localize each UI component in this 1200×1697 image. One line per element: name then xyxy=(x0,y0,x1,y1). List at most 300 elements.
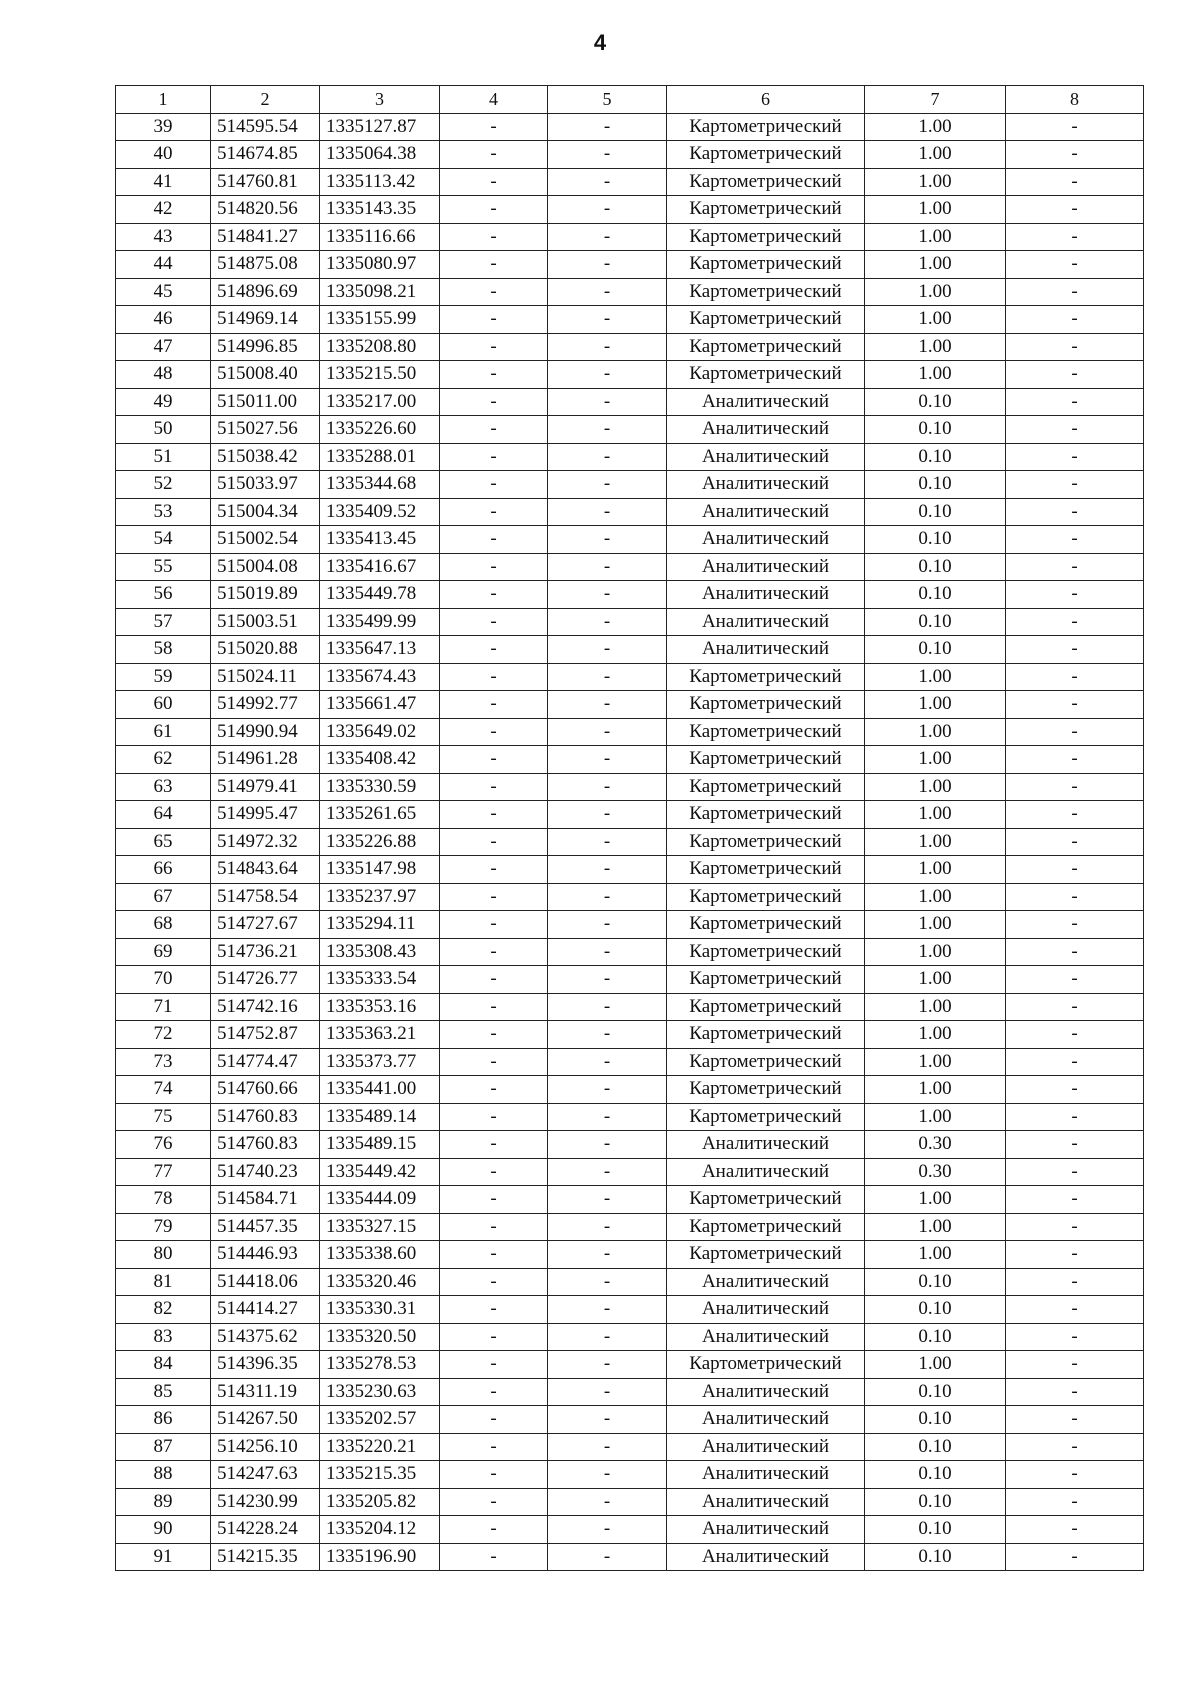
x-coordinate-cell: 514727.67 xyxy=(211,911,320,939)
method-cell: Картометрический xyxy=(667,141,865,169)
column-8-cell: - xyxy=(1006,333,1144,361)
table-row xyxy=(116,993,1144,1021)
table-row xyxy=(116,1296,1144,1324)
column-8-cell: - xyxy=(1006,1461,1144,1489)
x-coordinate-cell: 514972.32 xyxy=(211,828,320,856)
column-5-cell: - xyxy=(548,1406,667,1434)
column-header: 3 xyxy=(320,86,440,114)
x-coordinate-cell: 514742.16 xyxy=(211,993,320,1021)
method-cell: Аналитический xyxy=(667,1516,865,1544)
accuracy-cell: 1.00 xyxy=(865,1103,1006,1131)
table-row xyxy=(116,608,1144,636)
y-coordinate-cell: 1335409.52 xyxy=(320,498,440,526)
column-5-cell: - xyxy=(548,168,667,196)
column-5-cell: - xyxy=(548,1516,667,1544)
x-coordinate-cell: 514760.83 xyxy=(211,1103,320,1131)
point-number-cell: 47 xyxy=(116,333,211,361)
column-8-cell: - xyxy=(1006,1158,1144,1186)
column-4-cell: - xyxy=(440,1516,548,1544)
column-8-cell: - xyxy=(1006,883,1144,911)
accuracy-cell: 0.30 xyxy=(865,1131,1006,1159)
column-5-cell: - xyxy=(548,416,667,444)
column-8-cell: - xyxy=(1006,911,1144,939)
accuracy-cell: 0.10 xyxy=(865,1543,1006,1571)
column-8-cell: - xyxy=(1006,608,1144,636)
accuracy-cell: 1.00 xyxy=(865,773,1006,801)
method-cell: Картометрический xyxy=(667,1048,865,1076)
y-coordinate-cell: 1335649.02 xyxy=(320,718,440,746)
x-coordinate-cell: 514875.08 xyxy=(211,251,320,279)
column-8-cell: - xyxy=(1006,636,1144,664)
column-4-cell: - xyxy=(440,1488,548,1516)
method-cell: Картометрический xyxy=(667,1021,865,1049)
y-coordinate-cell: 1335320.50 xyxy=(320,1323,440,1351)
method-cell: Аналитический xyxy=(667,1543,865,1571)
column-5-cell: - xyxy=(548,1323,667,1351)
column-5-cell: - xyxy=(548,388,667,416)
y-coordinate-cell: 1335330.59 xyxy=(320,773,440,801)
x-coordinate-cell: 514736.21 xyxy=(211,938,320,966)
x-coordinate-cell: 514969.14 xyxy=(211,306,320,334)
accuracy-cell: 1.00 xyxy=(865,1213,1006,1241)
table-row xyxy=(116,691,1144,719)
accuracy-cell: 0.10 xyxy=(865,443,1006,471)
method-cell: Картометрический xyxy=(667,306,865,334)
accuracy-cell: 1.00 xyxy=(865,966,1006,994)
column-8-cell: - xyxy=(1006,1378,1144,1406)
table-row xyxy=(116,801,1144,829)
column-4-cell: - xyxy=(440,1241,548,1269)
point-number-cell: 91 xyxy=(116,1543,211,1571)
point-number-cell: 89 xyxy=(116,1488,211,1516)
column-8-cell: - xyxy=(1006,1516,1144,1544)
column-8-cell: - xyxy=(1006,306,1144,334)
column-8-cell: - xyxy=(1006,581,1144,609)
x-coordinate-cell: 515003.51 xyxy=(211,608,320,636)
point-number-cell: 69 xyxy=(116,938,211,966)
column-4-cell: - xyxy=(440,636,548,664)
y-coordinate-cell: 1335215.35 xyxy=(320,1461,440,1489)
y-coordinate-cell: 1335444.09 xyxy=(320,1186,440,1214)
point-number-cell: 58 xyxy=(116,636,211,664)
table-row xyxy=(116,1021,1144,1049)
column-8-cell: - xyxy=(1006,196,1144,224)
column-4-cell: - xyxy=(440,278,548,306)
column-4-cell: - xyxy=(440,663,548,691)
column-5-cell: - xyxy=(548,718,667,746)
y-coordinate-cell: 1335215.50 xyxy=(320,361,440,389)
column-5-cell: - xyxy=(548,1351,667,1379)
table-row xyxy=(116,443,1144,471)
table-row xyxy=(116,1543,1144,1571)
y-coordinate-cell: 1335499.99 xyxy=(320,608,440,636)
accuracy-cell: 0.10 xyxy=(865,416,1006,444)
table-row xyxy=(116,388,1144,416)
accuracy-cell: 1.00 xyxy=(865,938,1006,966)
y-coordinate-cell: 1335333.54 xyxy=(320,966,440,994)
column-8-cell: - xyxy=(1006,223,1144,251)
column-5-cell: - xyxy=(548,993,667,1021)
table-row xyxy=(116,718,1144,746)
y-coordinate-cell: 1335143.35 xyxy=(320,196,440,224)
column-8-cell: - xyxy=(1006,526,1144,554)
y-coordinate-cell: 1335116.66 xyxy=(320,223,440,251)
column-header: 7 xyxy=(865,86,1006,114)
y-coordinate-cell: 1335344.68 xyxy=(320,471,440,499)
point-number-cell: 88 xyxy=(116,1461,211,1489)
method-cell: Картометрический xyxy=(667,333,865,361)
y-coordinate-cell: 1335226.88 xyxy=(320,828,440,856)
method-cell: Картометрический xyxy=(667,718,865,746)
point-number-cell: 76 xyxy=(116,1131,211,1159)
column-4-cell: - xyxy=(440,471,548,499)
column-header: 5 xyxy=(548,86,667,114)
column-4-cell: - xyxy=(440,388,548,416)
column-8-cell: - xyxy=(1006,251,1144,279)
accuracy-cell: 1.00 xyxy=(865,1076,1006,1104)
x-coordinate-cell: 515002.54 xyxy=(211,526,320,554)
column-8-cell: - xyxy=(1006,801,1144,829)
table-row xyxy=(116,471,1144,499)
accuracy-cell: 1.00 xyxy=(865,251,1006,279)
column-4-cell: - xyxy=(440,1296,548,1324)
point-number-cell: 60 xyxy=(116,691,211,719)
column-8-cell: - xyxy=(1006,1323,1144,1351)
column-8-cell: - xyxy=(1006,1351,1144,1379)
point-number-cell: 82 xyxy=(116,1296,211,1324)
column-5-cell: - xyxy=(548,1131,667,1159)
column-8-cell: - xyxy=(1006,938,1144,966)
x-coordinate-cell: 515038.42 xyxy=(211,443,320,471)
method-cell: Аналитический xyxy=(667,1406,865,1434)
x-coordinate-cell: 514760.66 xyxy=(211,1076,320,1104)
point-number-cell: 57 xyxy=(116,608,211,636)
column-4-cell: - xyxy=(440,1021,548,1049)
method-cell: Картометрический xyxy=(667,1213,865,1241)
y-coordinate-cell: 1335147.98 xyxy=(320,856,440,884)
column-4-cell: - xyxy=(440,1406,548,1434)
column-8-cell: - xyxy=(1006,553,1144,581)
y-coordinate-cell: 1335416.67 xyxy=(320,553,440,581)
column-4-cell: - xyxy=(440,1351,548,1379)
x-coordinate-cell: 514841.27 xyxy=(211,223,320,251)
column-4-cell: - xyxy=(440,416,548,444)
header-row xyxy=(116,86,1144,114)
method-cell: Картометрический xyxy=(667,278,865,306)
column-4-cell: - xyxy=(440,856,548,884)
y-coordinate-cell: 1335288.01 xyxy=(320,443,440,471)
column-5-cell: - xyxy=(548,1048,667,1076)
page-number: 4 xyxy=(593,30,607,55)
table-row xyxy=(116,223,1144,251)
x-coordinate-cell: 515008.40 xyxy=(211,361,320,389)
column-4-cell: - xyxy=(440,883,548,911)
x-coordinate-cell: 514267.50 xyxy=(211,1406,320,1434)
method-cell: Картометрический xyxy=(667,966,865,994)
table-row xyxy=(116,911,1144,939)
column-4-cell: - xyxy=(440,361,548,389)
point-number-cell: 42 xyxy=(116,196,211,224)
x-coordinate-cell: 514396.35 xyxy=(211,1351,320,1379)
table-row xyxy=(116,828,1144,856)
table-row xyxy=(116,498,1144,526)
accuracy-cell: 1.00 xyxy=(865,1241,1006,1269)
table-row xyxy=(116,1323,1144,1351)
x-coordinate-cell: 514418.06 xyxy=(211,1268,320,1296)
x-coordinate-cell: 514595.54 xyxy=(211,113,320,141)
x-coordinate-cell: 515024.11 xyxy=(211,663,320,691)
accuracy-cell: 0.10 xyxy=(865,608,1006,636)
accuracy-cell: 1.00 xyxy=(865,306,1006,334)
x-coordinate-cell: 514740.23 xyxy=(211,1158,320,1186)
x-coordinate-cell: 514996.85 xyxy=(211,333,320,361)
column-8-cell: - xyxy=(1006,1131,1144,1159)
column-5-cell: - xyxy=(548,1296,667,1324)
column-4-cell: - xyxy=(440,168,548,196)
table-row xyxy=(116,1103,1144,1131)
column-8-cell: - xyxy=(1006,1076,1144,1104)
table-body xyxy=(116,113,1144,1571)
accuracy-cell: 1.00 xyxy=(865,1351,1006,1379)
accuracy-cell: 1.00 xyxy=(865,113,1006,141)
column-5-cell: - xyxy=(548,883,667,911)
y-coordinate-cell: 1335661.47 xyxy=(320,691,440,719)
method-cell: Картометрический xyxy=(667,1076,865,1104)
table-row xyxy=(116,966,1144,994)
method-cell: Аналитический xyxy=(667,1158,865,1186)
column-4-cell: - xyxy=(440,1103,548,1131)
column-8-cell: - xyxy=(1006,498,1144,526)
column-5-cell: - xyxy=(548,471,667,499)
y-coordinate-cell: 1335113.42 xyxy=(320,168,440,196)
y-coordinate-cell: 1335226.60 xyxy=(320,416,440,444)
table-row xyxy=(116,1378,1144,1406)
y-coordinate-cell: 1335353.16 xyxy=(320,993,440,1021)
x-coordinate-cell: 515027.56 xyxy=(211,416,320,444)
method-cell: Картометрический xyxy=(667,113,865,141)
point-number-cell: 55 xyxy=(116,553,211,581)
column-5-cell: - xyxy=(548,553,667,581)
method-cell: Картометрический xyxy=(667,938,865,966)
column-5-cell: - xyxy=(548,278,667,306)
table-row xyxy=(116,636,1144,664)
column-8-cell: - xyxy=(1006,416,1144,444)
method-cell: Картометрический xyxy=(667,993,865,1021)
table-row xyxy=(116,883,1144,911)
y-coordinate-cell: 1335080.97 xyxy=(320,251,440,279)
accuracy-cell: 1.00 xyxy=(865,883,1006,911)
x-coordinate-cell: 514843.64 xyxy=(211,856,320,884)
y-coordinate-cell: 1335237.97 xyxy=(320,883,440,911)
accuracy-cell: 0.10 xyxy=(865,1268,1006,1296)
table-row xyxy=(116,251,1144,279)
method-cell: Картометрический xyxy=(667,883,865,911)
x-coordinate-cell: 514752.87 xyxy=(211,1021,320,1049)
x-coordinate-cell: 515011.00 xyxy=(211,388,320,416)
column-5-cell: - xyxy=(548,636,667,664)
method-cell: Картометрический xyxy=(667,1241,865,1269)
table-row xyxy=(116,1186,1144,1214)
table-row xyxy=(116,1351,1144,1379)
table-row xyxy=(116,773,1144,801)
method-cell: Аналитический xyxy=(667,553,865,581)
x-coordinate-cell: 514979.41 xyxy=(211,773,320,801)
accuracy-cell: 0.10 xyxy=(865,526,1006,554)
column-4-cell: - xyxy=(440,1048,548,1076)
point-number-cell: 80 xyxy=(116,1241,211,1269)
table-row xyxy=(116,1131,1144,1159)
y-coordinate-cell: 1335674.43 xyxy=(320,663,440,691)
table-row xyxy=(116,1158,1144,1186)
x-coordinate-cell: 514457.35 xyxy=(211,1213,320,1241)
column-8-cell: - xyxy=(1006,746,1144,774)
x-coordinate-cell: 514961.28 xyxy=(211,746,320,774)
column-4-cell: - xyxy=(440,691,548,719)
column-5-cell: - xyxy=(548,361,667,389)
column-header: 4 xyxy=(440,86,548,114)
accuracy-cell: 0.10 xyxy=(865,553,1006,581)
column-4-cell: - xyxy=(440,938,548,966)
x-coordinate-cell: 514992.77 xyxy=(211,691,320,719)
method-cell: Картометрический xyxy=(667,251,865,279)
coordinates-table xyxy=(115,85,1144,1571)
column-4-cell: - xyxy=(440,608,548,636)
point-number-cell: 72 xyxy=(116,1021,211,1049)
table-row xyxy=(116,416,1144,444)
point-number-cell: 56 xyxy=(116,581,211,609)
column-4-cell: - xyxy=(440,141,548,169)
column-5-cell: - xyxy=(548,1158,667,1186)
y-coordinate-cell: 1335220.21 xyxy=(320,1433,440,1461)
column-5-cell: - xyxy=(548,581,667,609)
point-number-cell: 52 xyxy=(116,471,211,499)
column-5-cell: - xyxy=(548,691,667,719)
x-coordinate-cell: 514990.94 xyxy=(211,718,320,746)
column-5-cell: - xyxy=(548,113,667,141)
accuracy-cell: 0.10 xyxy=(865,388,1006,416)
x-coordinate-cell: 514760.83 xyxy=(211,1131,320,1159)
point-number-cell: 66 xyxy=(116,856,211,884)
method-cell: Картометрический xyxy=(667,168,865,196)
point-number-cell: 49 xyxy=(116,388,211,416)
column-4-cell: - xyxy=(440,306,548,334)
x-coordinate-cell: 514311.19 xyxy=(211,1378,320,1406)
table-row xyxy=(116,1213,1144,1241)
column-8-cell: - xyxy=(1006,773,1144,801)
method-cell: Аналитический xyxy=(667,608,865,636)
column-4-cell: - xyxy=(440,113,548,141)
column-5-cell: - xyxy=(548,498,667,526)
point-number-cell: 77 xyxy=(116,1158,211,1186)
point-number-cell: 54 xyxy=(116,526,211,554)
table-row xyxy=(116,938,1144,966)
y-coordinate-cell: 1335294.11 xyxy=(320,911,440,939)
point-number-cell: 65 xyxy=(116,828,211,856)
method-cell: Аналитический xyxy=(667,443,865,471)
column-5-cell: - xyxy=(548,1103,667,1131)
column-4-cell: - xyxy=(440,443,548,471)
table-row xyxy=(116,663,1144,691)
column-5-cell: - xyxy=(548,1543,667,1571)
column-4-cell: - xyxy=(440,1213,548,1241)
point-number-cell: 83 xyxy=(116,1323,211,1351)
method-cell: Аналитический xyxy=(667,1131,865,1159)
x-coordinate-cell: 514375.62 xyxy=(211,1323,320,1351)
accuracy-cell: 1.00 xyxy=(865,1186,1006,1214)
column-4-cell: - xyxy=(440,1076,548,1104)
column-4-cell: - xyxy=(440,1461,548,1489)
table-row xyxy=(116,1406,1144,1434)
column-5-cell: - xyxy=(548,773,667,801)
x-coordinate-cell: 514247.63 xyxy=(211,1461,320,1489)
column-4-cell: - xyxy=(440,1543,548,1571)
method-cell: Аналитический xyxy=(667,471,865,499)
column-5-cell: - xyxy=(548,223,667,251)
point-number-cell: 46 xyxy=(116,306,211,334)
column-5-cell: - xyxy=(548,1076,667,1104)
accuracy-cell: 0.10 xyxy=(865,1516,1006,1544)
column-5-cell: - xyxy=(548,663,667,691)
accuracy-cell: 1.00 xyxy=(865,223,1006,251)
y-coordinate-cell: 1335308.43 xyxy=(320,938,440,966)
column-4-cell: - xyxy=(440,718,548,746)
x-coordinate-cell: 514995.47 xyxy=(211,801,320,829)
column-5-cell: - xyxy=(548,1021,667,1049)
table-row xyxy=(116,196,1144,224)
column-8-cell: - xyxy=(1006,1433,1144,1461)
column-8-cell: - xyxy=(1006,278,1144,306)
column-4-cell: - xyxy=(440,526,548,554)
x-coordinate-cell: 514758.54 xyxy=(211,883,320,911)
method-cell: Аналитический xyxy=(667,1323,865,1351)
y-coordinate-cell: 1335064.38 xyxy=(320,141,440,169)
point-number-cell: 64 xyxy=(116,801,211,829)
accuracy-cell: 0.10 xyxy=(865,1461,1006,1489)
column-4-cell: - xyxy=(440,801,548,829)
point-number-cell: 87 xyxy=(116,1433,211,1461)
accuracy-cell: 0.10 xyxy=(865,1296,1006,1324)
method-cell: Картометрический xyxy=(667,856,865,884)
method-cell: Картометрический xyxy=(667,1186,865,1214)
column-5-cell: - xyxy=(548,911,667,939)
method-cell: Аналитический xyxy=(667,526,865,554)
x-coordinate-cell: 514774.47 xyxy=(211,1048,320,1076)
column-4-cell: - xyxy=(440,223,548,251)
column-4-cell: - xyxy=(440,1131,548,1159)
column-8-cell: - xyxy=(1006,1488,1144,1516)
table-row xyxy=(116,1241,1144,1269)
column-8-cell: - xyxy=(1006,1241,1144,1269)
accuracy-cell: 1.00 xyxy=(865,361,1006,389)
accuracy-cell: 1.00 xyxy=(865,691,1006,719)
x-coordinate-cell: 515004.34 xyxy=(211,498,320,526)
column-8-cell: - xyxy=(1006,691,1144,719)
column-5-cell: - xyxy=(548,828,667,856)
table-row xyxy=(116,856,1144,884)
accuracy-cell: 1.00 xyxy=(865,746,1006,774)
y-coordinate-cell: 1335196.90 xyxy=(320,1543,440,1571)
point-number-cell: 62 xyxy=(116,746,211,774)
column-4-cell: - xyxy=(440,911,548,939)
column-8-cell: - xyxy=(1006,856,1144,884)
y-coordinate-cell: 1335449.78 xyxy=(320,581,440,609)
column-8-cell: - xyxy=(1006,113,1144,141)
column-8-cell: - xyxy=(1006,1543,1144,1571)
accuracy-cell: 1.00 xyxy=(865,828,1006,856)
y-coordinate-cell: 1335413.45 xyxy=(320,526,440,554)
accuracy-cell: 0.10 xyxy=(865,1378,1006,1406)
method-cell: Аналитический xyxy=(667,1378,865,1406)
